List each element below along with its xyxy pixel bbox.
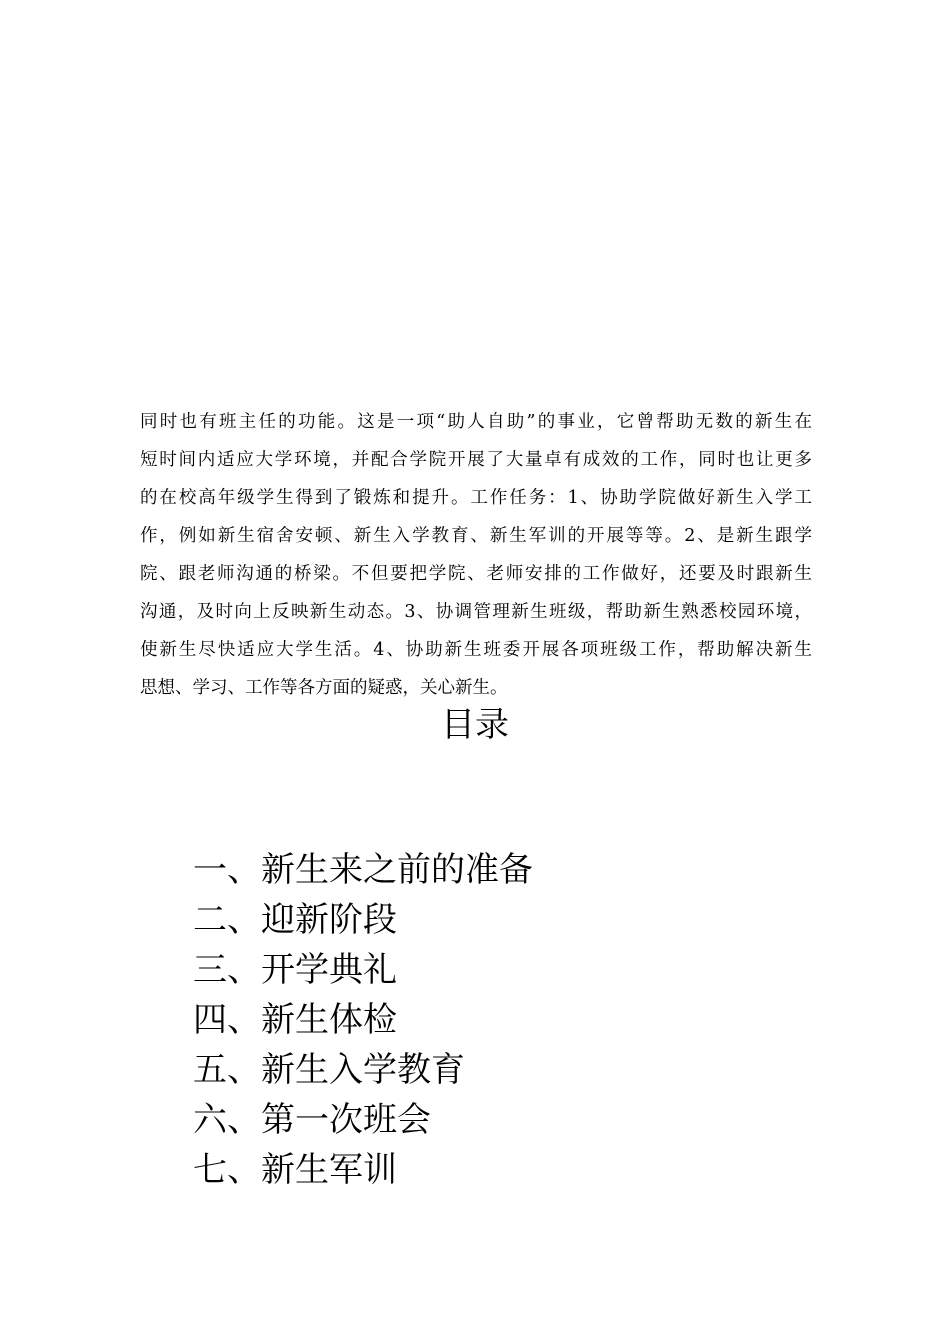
toc-item: 二、迎新阶段 [193,900,397,940]
paragraph-line: 作，例如新生宿舍安顿、新生入学教育、新生军训的开展等等。2、是新生跟学 [140,526,812,546]
toc-item: 三、开学典礼 [193,950,397,990]
toc-list [193,845,533,1195]
body-paragraph [140,403,812,707]
paragraph-line: 沟通，及时向上反映新生动态。3、协调管理新生班级，帮助新生熟悉校园环境， [140,602,812,622]
toc-title: 目录 [441,705,509,745]
toc-item: 七、新生军训 [193,1150,397,1190]
paragraph-line: 使新生尽快适应大学生活。4、协助新生班委开展各项班级工作，帮助解决新生 [140,640,812,660]
toc-item: 五、新生入学教育 [193,1050,465,1090]
paragraph-line: 同时也有班主任的功能。这是一项“助人自助”的事业，它曾帮助无数的新生在 [140,412,812,432]
toc-item: 四、新生体检 [193,1000,397,1040]
paragraph-line: 院、跟老师沟通的桥梁。不但要把学院、老师安排的工作做好，还要及时跟新生 [140,564,812,584]
toc-item: 六、第一次班会 [193,1100,431,1140]
paragraph-line: 的在校高年级学生得到了锻炼和提升。工作任务：1、协助学院做好新生入学工 [140,488,812,508]
toc-item: 一、新生来之前的准备 [193,850,533,890]
paragraph-line: 思想、学习、工作等各方面的疑惑，关心新生。 [140,678,508,698]
paragraph-line: 短时间内适应大学环境，并配合学院开展了大量卓有成效的工作，同时也让更多 [140,450,812,470]
